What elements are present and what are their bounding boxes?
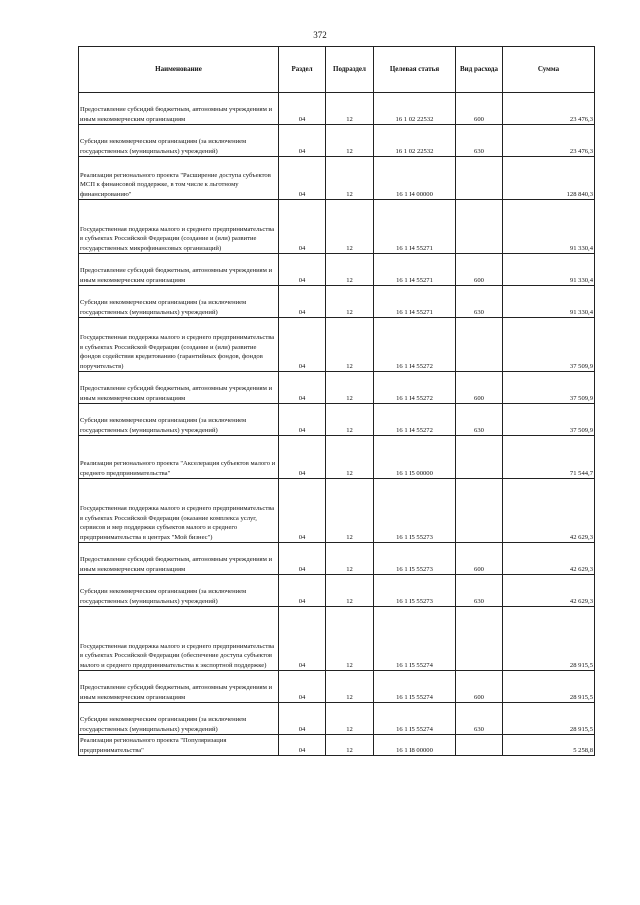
- table-row: [79, 607, 595, 671]
- cell-sum: 37 509,9: [503, 372, 595, 404]
- table-row: [79, 703, 595, 735]
- cell-section: 04: [279, 436, 326, 479]
- header-name: Наименование: [79, 47, 279, 93]
- cell-expense: [456, 607, 503, 671]
- cell-article: 16 1 I5 55274: [374, 703, 456, 735]
- cell-sum: 91 330,4: [503, 286, 595, 318]
- cell-subsection: 12: [326, 479, 374, 543]
- cell-section: 04: [279, 479, 326, 543]
- table-body: [79, 93, 595, 756]
- cell-name: Государственная поддержка малого и среднего предпринимательства в субъектах Российской Федерации (создание и (или) развитие государственных микрофинансовых организаций): [79, 200, 279, 254]
- table-row: [79, 200, 595, 254]
- table-header: [79, 47, 595, 93]
- cell-sum: 28 915,5: [503, 607, 595, 671]
- cell-expense: 630: [456, 703, 503, 735]
- cell-expense: 630: [456, 286, 503, 318]
- cell-subsection: 12: [326, 607, 374, 671]
- cell-sum: 91 330,4: [503, 200, 595, 254]
- table-row: [79, 735, 595, 756]
- cell-article: 16 1 I5 00000: [374, 436, 456, 479]
- cell-section: 04: [279, 254, 326, 286]
- cell-subsection: 12: [326, 703, 374, 735]
- cell-name: Субсидии некоммерческим организациям (за исключением государственных (муниципальных) учреждений): [79, 286, 279, 318]
- cell-section: 04: [279, 543, 326, 575]
- cell-expense: 600: [456, 372, 503, 404]
- cell-subsection: 12: [326, 436, 374, 479]
- cell-section: 04: [279, 318, 326, 372]
- cell-subsection: 12: [326, 404, 374, 436]
- header-sum: Сумма: [503, 47, 595, 93]
- cell-section: 04: [279, 286, 326, 318]
- cell-expense: [456, 479, 503, 543]
- page-number: 372: [313, 30, 327, 40]
- table-row: [79, 93, 595, 125]
- cell-subsection: 12: [326, 157, 374, 200]
- cell-subsection: 12: [326, 318, 374, 372]
- cell-subsection: 12: [326, 671, 374, 703]
- header-section: Раздел: [279, 47, 326, 93]
- cell-name: Субсидии некоммерческим организациям (за исключением государственных (муниципальных) учреждений): [79, 703, 279, 735]
- header-expense: Вид расхода: [456, 47, 503, 93]
- cell-article: 16 1 I4 55271: [374, 200, 456, 254]
- cell-expense: [456, 318, 503, 372]
- cell-subsection: 12: [326, 543, 374, 575]
- table-row: [79, 671, 595, 703]
- table-row: [79, 318, 595, 372]
- cell-sum: 91 330,4: [503, 254, 595, 286]
- cell-section: 04: [279, 607, 326, 671]
- cell-article: 16 1 02 22532: [374, 93, 456, 125]
- header-article: Целевая статья: [374, 47, 456, 93]
- cell-subsection: 12: [326, 575, 374, 607]
- cell-sum: 28 915,5: [503, 671, 595, 703]
- cell-name: Государственная поддержка малого и среднего предпринимательства в субъектах Российской Федерации (обеспечение доступа субъектов малого и среднего предпринимательства к экспортной поддержке): [79, 607, 279, 671]
- cell-article: 16 1 I5 55274: [374, 671, 456, 703]
- cell-section: 04: [279, 575, 326, 607]
- cell-article: 16 1 I4 55272: [374, 318, 456, 372]
- cell-sum: 5 258,8: [503, 735, 595, 756]
- cell-name: Предоставление субсидий бюджетным, автономным учреждениям и иным некоммерческим организациям: [79, 372, 279, 404]
- cell-subsection: 12: [326, 125, 374, 157]
- cell-section: 04: [279, 157, 326, 200]
- table-row: [79, 543, 595, 575]
- cell-name: Государственная поддержка малого и среднего предпринимательства в субъектах Российской Федерации (создание и (или) развитие фондов содействия кредитованию (гарантийных фондов, фондов поручительств): [79, 318, 279, 372]
- cell-article: 16 1 I4 55272: [374, 404, 456, 436]
- cell-article: 16 1 I4 00000: [374, 157, 456, 200]
- header-row: [79, 47, 595, 93]
- table-row: [79, 125, 595, 157]
- table-row: [79, 157, 595, 200]
- cell-name: Субсидии некоммерческим организациям (за исключением государственных (муниципальных) учреждений): [79, 404, 279, 436]
- cell-section: 04: [279, 125, 326, 157]
- table-row: [79, 286, 595, 318]
- cell-article: 16 1 I4 55271: [374, 286, 456, 318]
- cell-section: 04: [279, 671, 326, 703]
- cell-section: 04: [279, 703, 326, 735]
- cell-sum: 23 476,3: [503, 125, 595, 157]
- cell-name: Реализация регионального проекта "Популяризация предпринимательства": [79, 735, 279, 756]
- cell-expense: [456, 200, 503, 254]
- cell-subsection: 12: [326, 254, 374, 286]
- cell-subsection: 12: [326, 735, 374, 756]
- cell-article: 16 1 02 22532: [374, 125, 456, 157]
- cell-article: 16 1 I8 00000: [374, 735, 456, 756]
- cell-sum: 42 629,3: [503, 479, 595, 543]
- cell-name: Предоставление субсидий бюджетным, автономным учреждениям и иным некоммерческим организациям: [79, 543, 279, 575]
- header-subsection: Подраздел: [326, 47, 374, 93]
- cell-expense: 630: [456, 125, 503, 157]
- table-row: [79, 575, 595, 607]
- cell-section: 04: [279, 93, 326, 125]
- cell-article: 16 1 I4 55272: [374, 372, 456, 404]
- cell-subsection: 12: [326, 286, 374, 318]
- budget-table: [78, 46, 595, 756]
- cell-expense: [456, 735, 503, 756]
- cell-sum: 42 629,3: [503, 575, 595, 607]
- table-row: [79, 436, 595, 479]
- cell-name: Реализация регионального проекта "Расширение доступа субъектов МСП к финансовой поддержке, в том числе к льготному финансированию": [79, 157, 279, 200]
- cell-name: Предоставление субсидий бюджетным, автономным учреждениям и иным некоммерческим организациям: [79, 671, 279, 703]
- cell-article: 16 1 I5 55273: [374, 543, 456, 575]
- table-row: [79, 404, 595, 436]
- cell-expense: 600: [456, 543, 503, 575]
- cell-sum: 37 509,9: [503, 318, 595, 372]
- cell-sum: 42 629,3: [503, 543, 595, 575]
- cell-name: Реализация регионального проекта "Акселерация субъектов малого и среднего предпринимательства": [79, 436, 279, 479]
- cell-expense: 630: [456, 404, 503, 436]
- cell-expense: 630: [456, 575, 503, 607]
- cell-sum: 71 544,7: [503, 436, 595, 479]
- cell-expense: [456, 157, 503, 200]
- cell-expense: 600: [456, 254, 503, 286]
- cell-article: 16 1 I5 55273: [374, 479, 456, 543]
- cell-section: 04: [279, 735, 326, 756]
- cell-sum: 28 915,5: [503, 703, 595, 735]
- cell-expense: [456, 436, 503, 479]
- table-row: [79, 254, 595, 286]
- cell-article: 16 1 I4 55271: [374, 254, 456, 286]
- cell-expense: 600: [456, 671, 503, 703]
- table-row: [79, 372, 595, 404]
- cell-name: Предоставление субсидий бюджетным, автономным учреждениям и иным некоммерческим организациям: [79, 93, 279, 125]
- cell-section: 04: [279, 404, 326, 436]
- cell-sum: 128 840,3: [503, 157, 595, 200]
- cell-section: 04: [279, 372, 326, 404]
- cell-name: Субсидии некоммерческим организациям (за исключением государственных (муниципальных) учреждений): [79, 575, 279, 607]
- cell-expense: 600: [456, 93, 503, 125]
- table-row: [79, 479, 595, 543]
- cell-article: 16 1 I5 55273: [374, 575, 456, 607]
- cell-name: Предоставление субсидий бюджетным, автономным учреждениям и иным некоммерческим организациям: [79, 254, 279, 286]
- cell-subsection: 12: [326, 200, 374, 254]
- cell-sum: 37 509,9: [503, 404, 595, 436]
- cell-subsection: 12: [326, 93, 374, 125]
- cell-name: Субсидии некоммерческим организациям (за исключением государственных (муниципальных) учреждений): [79, 125, 279, 157]
- cell-article: 16 1 I5 55274: [374, 607, 456, 671]
- cell-section: 04: [279, 200, 326, 254]
- cell-name: Государственная поддержка малого и среднего предпринимательства в субъектах Российской Федерации (оказание комплекса услуг, сервисов и мер поддержки субъектов малого и среднего предпринимательства в центрах "Мой бизнес"): [79, 479, 279, 543]
- cell-subsection: 12: [326, 372, 374, 404]
- cell-sum: 23 476,3: [503, 93, 595, 125]
